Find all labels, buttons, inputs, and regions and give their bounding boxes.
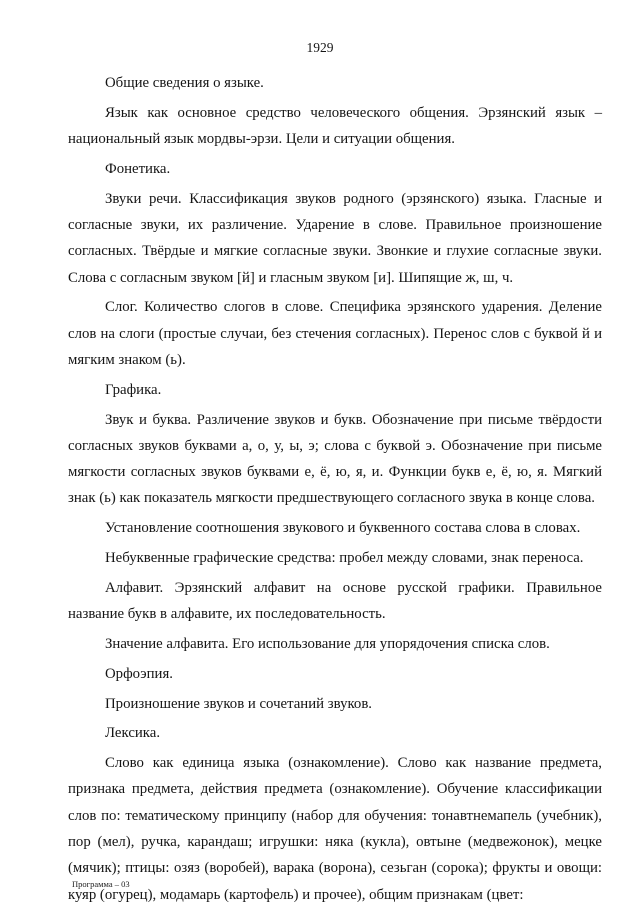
paragraph-alphabet: Алфавит. Эрзянский алфавит на основе русской графики. Правильное название букв в алфавите, их последовательность. xyxy=(68,579,602,623)
section-heading-lexicon: Лексика. xyxy=(105,725,161,742)
paragraph-word-as-unit: Слово как единица языка (ознакомление). Слово как название предмета, признака предмета, действия предмета (ознакомление). Обучение классификации слов по: тематическому принципу (набор для обучения: тонавтнемапель (учебник), пор (мел), ручка, карандаш; игрушки: няка (кукла), овтыне (медвежонок), мецке (мячик); птицы: озяз (воробей), варака (ворона), сезьган (сорока); фрукты и овощи: куяр (огурец), модамарь (картофель) и прочее), общим признакам (цвет: xyxy=(68,755,602,903)
section-heading-orthoepy: Орфоэпия. xyxy=(105,665,173,682)
paragraph-pronunciation: Произношение звуков и сочетаний звуков. xyxy=(105,695,373,712)
paragraph-syllable: Слог. Количество слогов в слове. Специфика эрзянского ударения. Деление слов на слоги (простые случаи, без стечения согласных). Перенос слов с буквой й и мягким знаком (ь). xyxy=(68,299,602,368)
paragraph-language-intro: Язык как основное средство человеческого общения. Эрзянский язык – национальный язык мордвы-эрзи. Цели и ситуации общения. xyxy=(68,104,602,148)
paragraph-sound-and-letter: Звук и буква. Различение звуков и букв. Обозначение при письме твёрдости согласных звуков буквами а, о, у, ы, э; слова с буквой э. Обозначение при письме мягкости согласных звуков буквами е, ё, ю, я, и. Функции букв е, ё, ю, я. Мягкий знак (ь) как показатель мягкости предшествующего согласного звука в конце слова. xyxy=(68,411,602,507)
paragraph-alphabet-meaning: Значение алфавита. Его использование для упорядочения списка слов. xyxy=(105,635,550,652)
section-heading-graphics: Графика. xyxy=(105,381,162,398)
document-body xyxy=(68,70,602,911)
paragraph-non-letter-graphics: Небуквенные графические средства: пробел между словами, знак переноса. xyxy=(105,550,584,567)
section-heading-phonetics: Фонетика. xyxy=(105,160,171,177)
section-heading-general: Общие сведения о языке. xyxy=(105,75,264,91)
paragraph-sound-letter-ratio: Установление соотношения звукового и буквенного состава слова в словах. xyxy=(105,520,581,537)
page-footer: Программа – 03 xyxy=(72,879,130,889)
paragraph-speech-sounds: Звуки речи. Классификация звуков родного (эрзянского) языка. Гласные и согласные звуки, их различение. Ударение в слове. Правильное произношение согласных. Твёрдые и мягкие согласные звуки. Звонкие и глухие согласные звуки. Слова с согласным звуком [й] и гласным звуком [и]. Шипящие ж, ш, ч. xyxy=(68,190,602,286)
page-number: 1929 xyxy=(306,40,334,55)
